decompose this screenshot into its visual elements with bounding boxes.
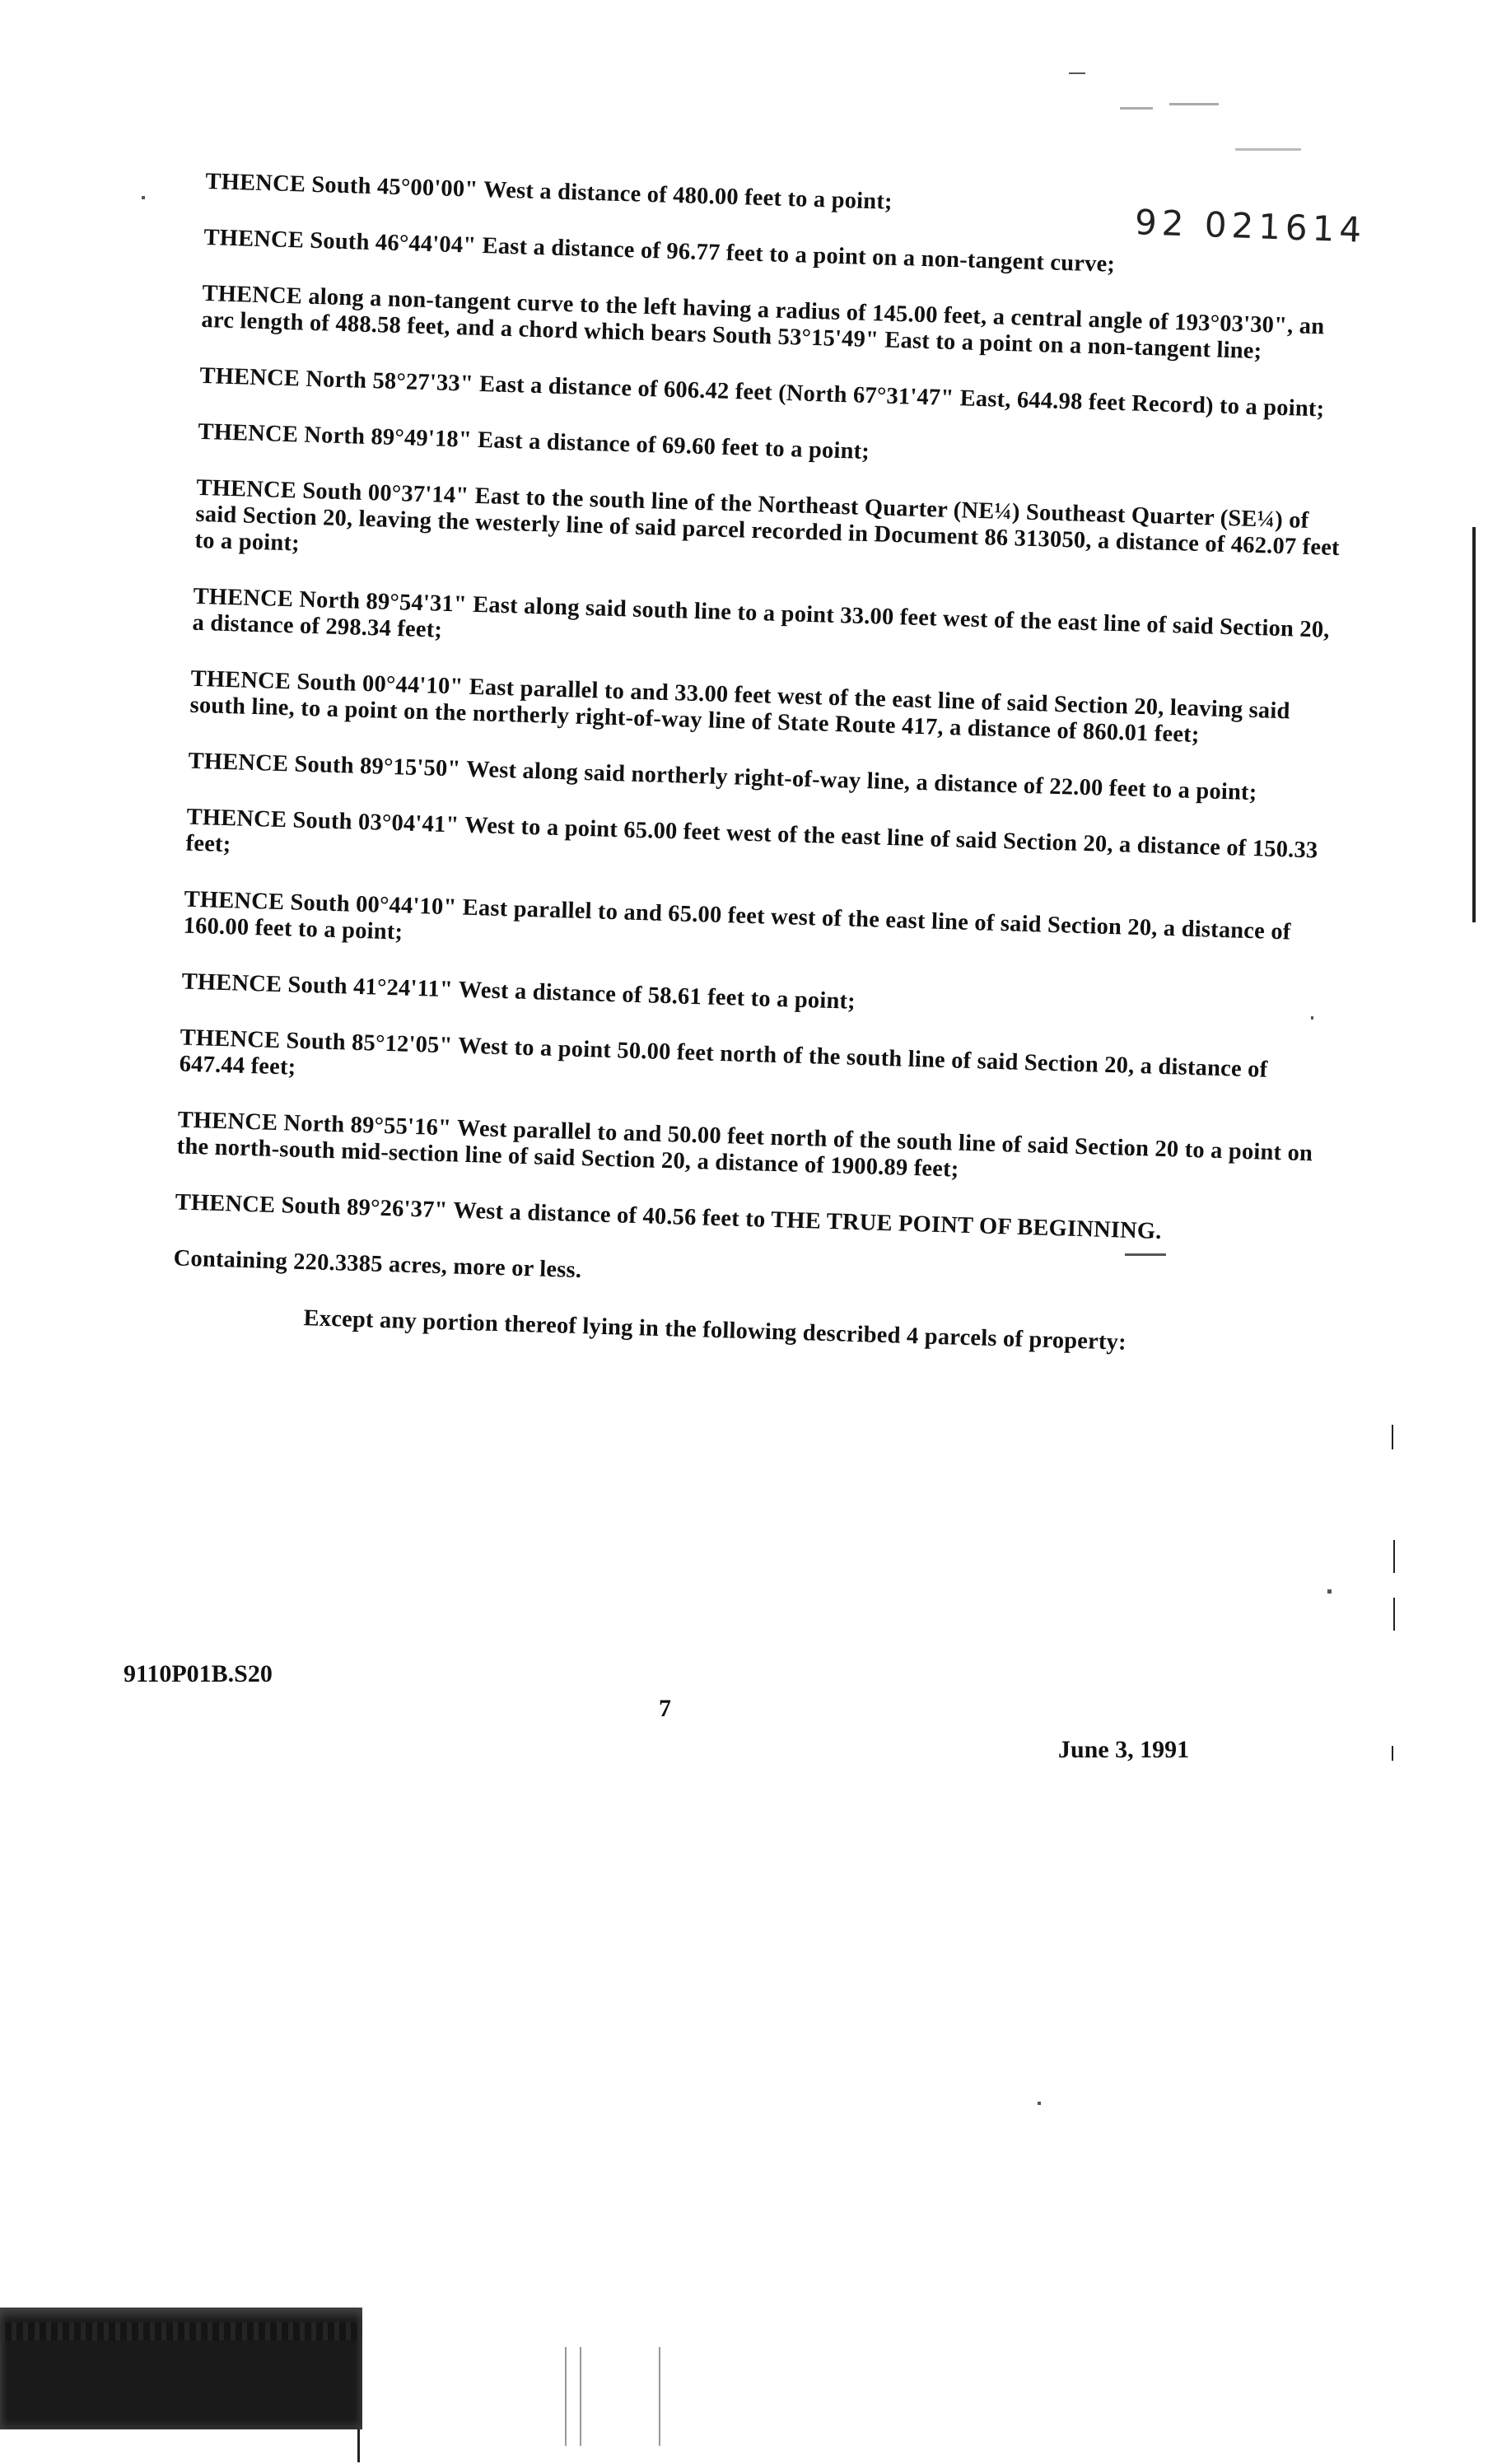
course-paragraph: THENCE South 00°44'10" East parallel to and 65.00 feet west of the east line of said Section 20, a distance of 160.00 feet to a point; [183, 886, 1291, 945]
scan-speck [1235, 148, 1301, 151]
scan-speck [1169, 103, 1219, 105]
course-paragraph: THENCE North 89°55'16" West parallel to and 50.00 feet north of the south line of said Section 20 to a point on the north-south mid-section line of said Section 20, a distance of 1900.89 feet; [176, 1107, 1313, 1183]
document-date: June 3, 1991 [1058, 1736, 1190, 1763]
scan-edge-line [659, 2347, 660, 2446]
scan-speck [1311, 1016, 1313, 1020]
course-paragraph: THENCE South 41°24'11" West a distance of 58.61 feet to a point; [181, 968, 856, 1015]
scan-edge-line [1472, 527, 1476, 922]
scan-edge-line [1392, 1746, 1393, 1761]
scan-speck [1327, 1589, 1332, 1594]
course-paragraph: THENCE South 89°15'50" West along said northerly right-of-way line, a distance of 22.00 feet to a point; [188, 748, 1257, 806]
legal-description [170, 169, 1350, 1392]
scan-edge-line [1393, 1540, 1395, 1573]
course-paragraph: THENCE South 03°04'41" West to a point 65.00 feet west of the east line of said Section 20, a distance of 150.33 feet; [185, 804, 1318, 864]
page-number: 7 [659, 1695, 671, 1722]
course-paragraph: THENCE North 58°27'33" East a distance of 606.42 feet (North 67°31'47" East, 644.98 feet Record) to a point; [199, 362, 1325, 422]
scan-speck [1069, 72, 1085, 74]
scan-edge-line [565, 2347, 567, 2446]
scan-speck [142, 196, 145, 199]
course-paragraph: THENCE South 46°44'04" East a distance of 96.77 feet to a point on a non-tangent curve; [203, 224, 1116, 278]
course-paragraph: THENCE North 89°49'18" East a distance of 69.60 feet to a point; [198, 418, 870, 465]
course-paragraph: THENCE South 45°00'00" West a distance of 480.00 feet to a point; [205, 169, 893, 215]
course-paragraph: THENCE South 00°44'10" East parallel to and 33.00 feet west of the east line of said Section 20, leaving said south line, to a point on the northerly right-of-way line of State Route 417, a distance of 860.01 feet; [189, 665, 1290, 749]
file-code: 9110P01B.S20 [124, 1660, 273, 1687]
course-paragraph: THENCE North 89°54'31" East along said south line to a point 33.00 feet west of the east line of said Section 20, a distance of 298.34 feet; [192, 583, 1331, 643]
scan-speck [1125, 1253, 1166, 1256]
recording-number: 92 021614 [1134, 202, 1367, 250]
except-clause: Except any portion thereof lying in the following described 4 parcels of property: [303, 1305, 1127, 1356]
scan-speck [1120, 107, 1153, 110]
scan-edge-line [580, 2347, 581, 2446]
scan-artifact-bar [0, 2308, 362, 2429]
course-paragraph: THENCE along a non-tangent curve to the left having a radius of 145.00 feet, a central angle of 193°03'30", an arc length of 488.58 feet, and a chord which bears South 53°15'49" East to a point on a non-tangent line; [201, 280, 1325, 365]
scan-edge-line [1392, 1425, 1393, 1449]
course-paragraph: THENCE South 85°12'05" West to a point 50.00 feet north of the south line of said Section 20, a distance of 647.44 feet; [179, 1024, 1268, 1083]
scan-speck [1038, 2102, 1041, 2105]
course-paragraph: THENCE South 89°26'37" West a distance of 40.56 feet to THE TRUE POINT OF BEGINNING. [175, 1189, 1163, 1244]
acreage-statement: Containing 220.3385 acres, more or less. [173, 1245, 582, 1284]
course-paragraph: THENCE South 00°37'14" East to the south line of the Northeast Quarter (NE¼) Southeast Quarter (SE¼) of said Section 20, leaving the westerly line of said parcel recorded in Document 86 313050, a distance of 462.07 feet to a point; [194, 474, 1341, 562]
scan-edge-line [1393, 1598, 1395, 1631]
